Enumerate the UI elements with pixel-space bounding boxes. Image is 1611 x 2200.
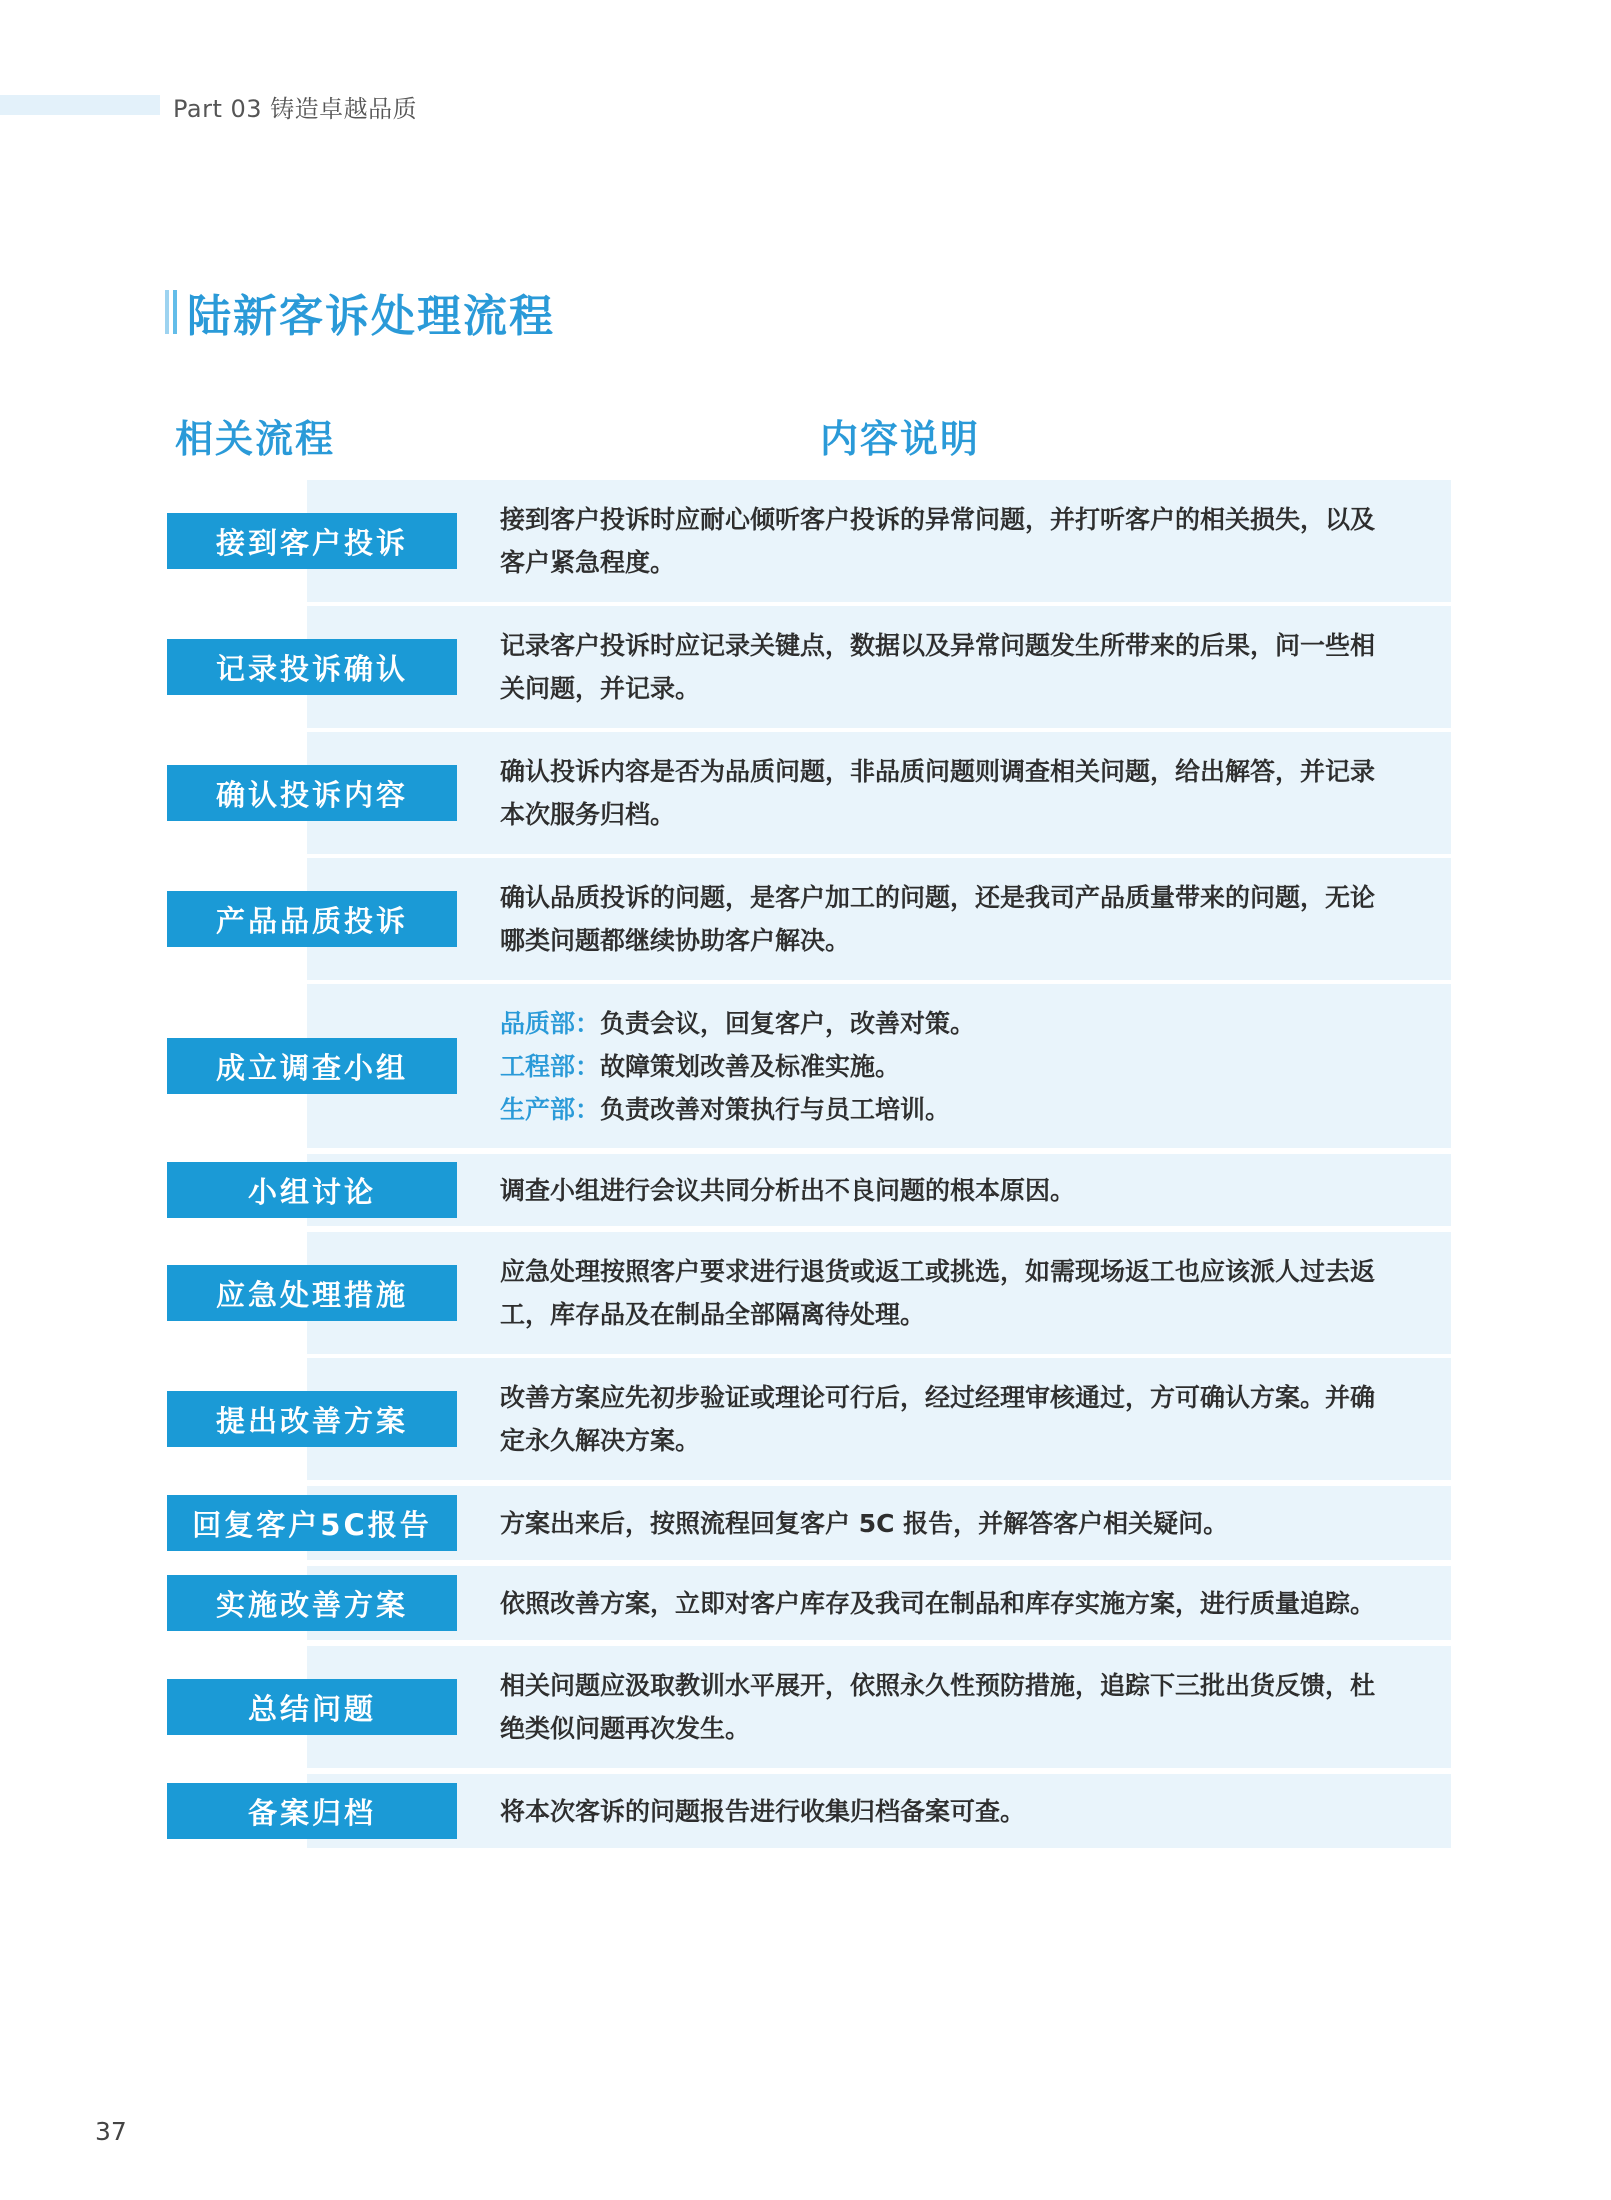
description-line: 应急处理按照客户要求进行退货或返工或挑选，如需现场返工也应该派人过去返 (500, 1257, 1376, 1286)
process-step-label: 回复客户5C报告 (167, 1495, 457, 1551)
department-name: 生产部： (500, 1095, 601, 1124)
process-step-description (500, 1002, 1441, 1131)
description-line: 记录客户投诉时应记录关键点，数据以及异常问题发生所带来的后果，问一些相 (500, 631, 1376, 660)
page-number: 37 (95, 2117, 127, 2146)
description-line: 绝类似问题再次发生。 (500, 1714, 751, 1743)
process-step-description (500, 750, 1441, 836)
section-header: Part 03 铸造卓越品质 (173, 95, 418, 123)
process-step-label: 确认投诉内容 (167, 765, 457, 821)
process-step-description (500, 876, 1441, 962)
description-line: 本次服务归档。 (500, 800, 676, 829)
process-step-label: 总结问题 (167, 1679, 457, 1735)
process-step-label: 提出改善方案 (167, 1391, 457, 1447)
header-accent-bar (0, 95, 160, 115)
process-step-label: 应急处理措施 (167, 1265, 457, 1321)
process-step-description (500, 1582, 1441, 1625)
process-step-label: 实施改善方案 (167, 1575, 457, 1631)
description-line: 客户紧急程度。 (500, 548, 676, 577)
description-line: 依照改善方案，立即对客户库存及我司在制品和库存实施方案，进行质量追踪。 (500, 1589, 1376, 1618)
description-line: 方案出来后，按照流程回复客户 5C 报告，并解答客户相关疑问。 (500, 1509, 1229, 1538)
process-row (0, 606, 1611, 728)
title-accent-bars (165, 290, 177, 334)
process-step-label: 记录投诉确认 (167, 639, 457, 695)
process-row (0, 984, 1611, 1148)
process-step-description (500, 498, 1441, 584)
process-step-label: 接到客户投诉 (167, 513, 457, 569)
process-step-description (500, 1664, 1441, 1750)
department-name: 品质部： (500, 1009, 601, 1038)
process-row (0, 1566, 1611, 1640)
department-line (500, 1045, 1441, 1088)
department-line (500, 1088, 1441, 1131)
process-row (0, 480, 1611, 602)
description-line: 工，库存品及在制品全部隔离待处理。 (500, 1300, 926, 1329)
description-line: 哪类问题都继续协助客户解决。 (500, 926, 851, 955)
department-duty: 负责改善对策执行与员工培训。 (600, 1095, 951, 1124)
department-duty: 故障策划改善及标准实施。 (600, 1052, 901, 1081)
process-row (0, 1232, 1611, 1354)
description-line: 确认品质投诉的问题，是客户加工的问题，还是我司产品质量带来的问题，无论 (500, 883, 1376, 912)
process-step-description (500, 1250, 1441, 1336)
column-header-process: 相关流程 (175, 417, 336, 461)
description-line: 确认投诉内容是否为品质问题，非品质问题则调查相关问题，给出解答，并记录 (500, 757, 1376, 786)
description-line: 相关问题应汲取教训水平展开，依照永久性预防措施，追踪下三批出货反馈，杜 (500, 1671, 1376, 1700)
description-line: 将本次客诉的问题报告进行收集归档备案可查。 (500, 1797, 1026, 1826)
process-row (0, 858, 1611, 980)
process-step-label: 产品品质投诉 (167, 891, 457, 947)
page-title-block (165, 286, 555, 342)
process-row (0, 1154, 1611, 1226)
department-duty: 负责会议，回复客户，改善对策。 (600, 1009, 976, 1038)
description-line: 关问题，并记录。 (500, 674, 701, 703)
department-line (500, 1002, 1441, 1045)
page-title: 陆新客诉处理流程 (187, 291, 555, 342)
department-name: 工程部： (500, 1052, 601, 1081)
process-row (0, 1358, 1611, 1480)
description-line: 改善方案应先初步验证或理论可行后，经过经理审核通过，方可确认方案。并确 (500, 1383, 1376, 1412)
process-step-description (500, 1790, 1441, 1833)
process-step-description (500, 1169, 1441, 1212)
column-header-description: 内容说明 (820, 417, 981, 461)
process-step-description (500, 1376, 1441, 1462)
process-step-description (500, 1502, 1441, 1545)
process-row (0, 1774, 1611, 1848)
description-line: 调查小组进行会议共同分析出不良问题的根本原因。 (500, 1176, 1076, 1205)
process-step-description (500, 624, 1441, 710)
description-line: 定永久解决方案。 (500, 1426, 701, 1455)
process-row (0, 1646, 1611, 1768)
process-step-label: 成立调查小组 (167, 1038, 457, 1094)
description-line: 接到客户投诉时应耐心倾听客户投诉的异常问题，并打听客户的相关损失，以及 (500, 505, 1376, 534)
process-step-label: 小组讨论 (167, 1162, 457, 1218)
process-step-label: 备案归档 (167, 1783, 457, 1839)
process-row (0, 1486, 1611, 1560)
process-row (0, 732, 1611, 854)
